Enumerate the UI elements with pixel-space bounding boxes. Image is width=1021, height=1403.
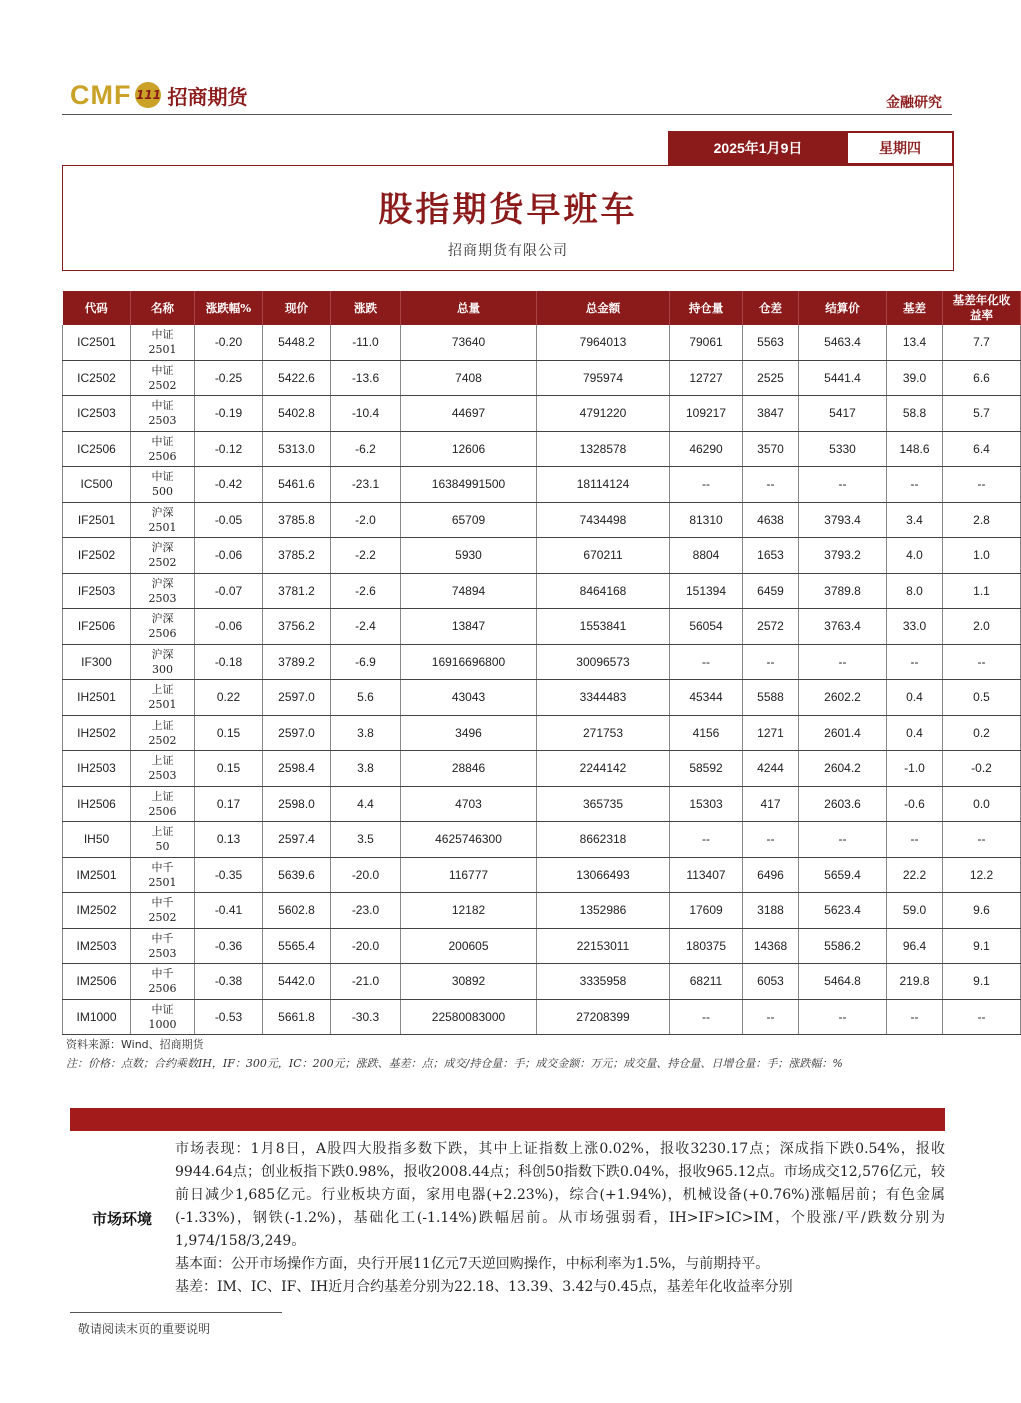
table-cell: 81310 [670, 502, 743, 538]
table-cell: -0.06 [195, 538, 263, 574]
table-cell: 8464168 [537, 573, 670, 609]
table-cell: 5441.4 [799, 360, 887, 396]
market-paragraph: 市场表现：1月8日，A股四大股指多数下跌，其中上证指数上涨0.02%，报收3230.17点；深成指下跌0.54%，报收9944.64点；创业板指下跌0.98%，报收2008.44点；科创50指数下跌0.04%，报收965.12点。市场成交12,576亿元，较前日减少1,685亿元。行业板块方面，家用电器(+2.23%)，综合(+1.94%)，机械设备(+0.76%)涨幅居前；有色金属(-1.33%)，钢铁(-1.2%)，基础化工(-1.14%)跌幅居前。从市场强弱看，IH>IF>IC>IM，个股涨/平/跌数分别为1,974/158/3,249。 [175, 1141, 945, 1249]
market-paragraph: 基本面：公开市场操作方面，央行开展11亿元7天逆回购操作，中标利率为1.5%，与前期持平。 [175, 1256, 770, 1272]
table-cell: -- [799, 644, 887, 680]
table-cell: 上证2501 [131, 680, 195, 716]
table-cell: IF2502 [63, 538, 131, 574]
market-paragraph: 基差：IM、IC、IF、IH近月合约基差分别为22.18、13.39、3.42与0.45点，基差年化收益率分别 [175, 1279, 793, 1295]
table-cell: -0.6 [887, 786, 943, 822]
table-cell: 6.6 [943, 360, 1021, 396]
table-cell: 3763.4 [799, 609, 887, 645]
table-cell: 2244142 [537, 751, 670, 787]
table-cell: IC2506 [63, 431, 131, 467]
table-cell: 5930 [401, 538, 537, 574]
table-cell: -0.06 [195, 609, 263, 645]
table-cell: IM2503 [63, 928, 131, 964]
table-note: 注：价格：点数；合约乘数IH，IF：300元，IC：200元；涨跌、基差：点；成交/持仓量：手；成交金额：万元；成交量、持仓量、日增仓量：手；涨跌幅：% [66, 1057, 843, 1070]
table-cell: IF300 [63, 644, 131, 680]
column-header: 涨跌幅% [195, 291, 263, 325]
table-cell: 22580083000 [401, 999, 537, 1035]
table-cell: 7434498 [537, 502, 670, 538]
table-cell: 5422.6 [263, 360, 331, 396]
table-cell: 30892 [401, 964, 537, 1000]
logo-mark-icon: 111 [135, 82, 161, 108]
table-cell: -- [943, 822, 1021, 858]
table-cell: -0.19 [195, 396, 263, 432]
table-cell: 7964013 [537, 325, 670, 360]
table-cell: 2598.0 [263, 786, 331, 822]
table-cell: 271753 [537, 715, 670, 751]
table-cell: 109217 [670, 396, 743, 432]
table-cell: 6459 [743, 573, 799, 609]
table-cell: 13066493 [537, 857, 670, 893]
data-source: 资料来源：Wind、招商期货 [66, 1038, 204, 1051]
table-row [63, 609, 1021, 645]
table-cell: 4625746300 [401, 822, 537, 858]
table-cell: 上证2502 [131, 715, 195, 751]
table-cell: 5565.4 [263, 928, 331, 964]
table-cell: 5602.8 [263, 893, 331, 929]
column-header: 仓差 [743, 291, 799, 325]
table-cell: 58.8 [887, 396, 943, 432]
title-box [62, 165, 954, 271]
table-cell: -- [887, 999, 943, 1035]
table-cell: 96.4 [887, 928, 943, 964]
table-cell: -- [670, 644, 743, 680]
table-cell: 0.4 [887, 715, 943, 751]
table-cell: 16916696800 [401, 644, 537, 680]
table-cell: -20.0 [331, 928, 401, 964]
table-cell: 3847 [743, 396, 799, 432]
table-cell: 0.2 [943, 715, 1021, 751]
table-cell: 5563 [743, 325, 799, 360]
table-cell: IC500 [63, 467, 131, 503]
table-cell: 33.0 [887, 609, 943, 645]
table-cell: 219.8 [887, 964, 943, 1000]
table-cell: 5330 [799, 431, 887, 467]
table-cell: 沪深2501 [131, 502, 195, 538]
table-cell: 4244 [743, 751, 799, 787]
table-cell: -0.2 [943, 751, 1021, 787]
table-cell: 0.13 [195, 822, 263, 858]
table-cell: 中千2506 [131, 964, 195, 1000]
table-row [63, 360, 1021, 396]
table-cell: -0.18 [195, 644, 263, 680]
table-cell: 0.4 [887, 680, 943, 716]
table-cell: 中证2503 [131, 396, 195, 432]
table-row [63, 431, 1021, 467]
table-row [63, 822, 1021, 858]
table-cell: 5313.0 [263, 431, 331, 467]
table-cell: 65709 [401, 502, 537, 538]
table-cell: 1352986 [537, 893, 670, 929]
table-cell: -0.07 [195, 573, 263, 609]
table-cell: 2602.2 [799, 680, 887, 716]
table-cell: IH2501 [63, 680, 131, 716]
table-cell: -- [943, 467, 1021, 503]
table-row [63, 893, 1021, 929]
section-label: 金融研究 [886, 95, 942, 111]
table-cell: IH2502 [63, 715, 131, 751]
table-cell: 13847 [401, 609, 537, 645]
table-row [63, 786, 1021, 822]
table-cell: 68211 [670, 964, 743, 1000]
table-cell: 2.0 [943, 609, 1021, 645]
column-header: 结算价 [799, 291, 887, 325]
logo-company-name: 招商期货 [167, 84, 248, 109]
table-cell: 17609 [670, 893, 743, 929]
table-cell: 3.8 [331, 751, 401, 787]
table-header-row [63, 291, 1021, 325]
table-cell: 中证2501 [131, 325, 195, 360]
table-cell: 15303 [670, 786, 743, 822]
table-row [63, 751, 1021, 787]
report-weekday: 星期四 [846, 133, 952, 163]
table-cell: 2598.4 [263, 751, 331, 787]
table-cell: 中证500 [131, 467, 195, 503]
footer-divider [70, 1312, 282, 1313]
table-cell: 中证1000 [131, 999, 195, 1035]
table-cell: 113407 [670, 857, 743, 893]
table-cell: 670211 [537, 538, 670, 574]
table-row [63, 325, 1021, 360]
table-cell: -- [887, 644, 943, 680]
table-cell: 3756.2 [263, 609, 331, 645]
table-cell: 上证50 [131, 822, 195, 858]
table-cell: 5402.8 [263, 396, 331, 432]
table-cell: 4703 [401, 786, 537, 822]
table-cell: -- [743, 467, 799, 503]
table-cell: 中千2502 [131, 893, 195, 929]
column-header: 基差年化收益率 [943, 291, 1021, 325]
table-row [63, 928, 1021, 964]
table-cell: 7.7 [943, 325, 1021, 360]
column-header: 基差 [887, 291, 943, 325]
table-cell: 2597.4 [263, 822, 331, 858]
table-cell: 12.2 [943, 857, 1021, 893]
table-cell: -0.42 [195, 467, 263, 503]
table-row [63, 999, 1021, 1035]
table-cell: -20.0 [331, 857, 401, 893]
table-cell: 79061 [670, 325, 743, 360]
table-cell: -0.35 [195, 857, 263, 893]
table-cell: -2.0 [331, 502, 401, 538]
table-cell: 12606 [401, 431, 537, 467]
section-divider-bar [70, 1108, 945, 1131]
market-section-label: 市场环境 [91, 1210, 152, 1228]
table-cell: 5442.0 [263, 964, 331, 1000]
table-cell: -- [799, 999, 887, 1035]
table-cell: 2597.0 [263, 715, 331, 751]
table-cell: 1.0 [943, 538, 1021, 574]
table-cell: IC2502 [63, 360, 131, 396]
table-cell: 0.22 [195, 680, 263, 716]
table-cell: 12182 [401, 893, 537, 929]
table-cell: 0.15 [195, 715, 263, 751]
table-cell: IM2502 [63, 893, 131, 929]
table-cell: 4156 [670, 715, 743, 751]
column-header: 代码 [63, 291, 131, 325]
table-cell: -2.2 [331, 538, 401, 574]
table-cell: 58592 [670, 751, 743, 787]
table-cell: -- [799, 822, 887, 858]
table-cell: -0.38 [195, 964, 263, 1000]
table-cell: -- [743, 644, 799, 680]
table-cell: 6.4 [943, 431, 1021, 467]
table-cell: 3781.2 [263, 573, 331, 609]
table-cell: 5461.6 [263, 467, 331, 503]
table-cell: 沪深2503 [131, 573, 195, 609]
table-cell: 沪深2502 [131, 538, 195, 574]
table-cell: 6496 [743, 857, 799, 893]
table-cell: 6053 [743, 964, 799, 1000]
table-cell: 5659.4 [799, 857, 887, 893]
table-cell: 3496 [401, 715, 537, 751]
table-row [63, 502, 1021, 538]
table-cell: 22.2 [887, 857, 943, 893]
table-cell: -- [670, 467, 743, 503]
table-cell: -- [743, 822, 799, 858]
table-cell: -0.20 [195, 325, 263, 360]
table-cell: 18114124 [537, 467, 670, 503]
column-header: 名称 [131, 291, 195, 325]
table-cell: 4638 [743, 502, 799, 538]
table-cell: 3344483 [537, 680, 670, 716]
table-cell: 13.4 [887, 325, 943, 360]
table-cell: -0.05 [195, 502, 263, 538]
table-cell: 1653 [743, 538, 799, 574]
table-cell: 59.0 [887, 893, 943, 929]
table-cell: 中千2503 [131, 928, 195, 964]
header-divider [62, 114, 952, 115]
table-cell: 2525 [743, 360, 799, 396]
table-cell: 5588 [743, 680, 799, 716]
table-cell: 30096573 [537, 644, 670, 680]
table-cell: 2597.0 [263, 680, 331, 716]
table-cell: 3.5 [331, 822, 401, 858]
table-cell: 4.4 [331, 786, 401, 822]
table-cell: 45344 [670, 680, 743, 716]
table-cell: 795974 [537, 360, 670, 396]
table-cell: 9.1 [943, 964, 1021, 1000]
table-cell: -23.1 [331, 467, 401, 503]
table-cell: 8.0 [887, 573, 943, 609]
table-cell: -- [887, 467, 943, 503]
table-cell: IC2503 [63, 396, 131, 432]
table-cell: 上证2506 [131, 786, 195, 822]
table-cell: 5.6 [331, 680, 401, 716]
table-cell: 12727 [670, 360, 743, 396]
report-date: 2025年1月9日 [670, 133, 846, 163]
table-cell: 116777 [401, 857, 537, 893]
table-cell: 9.1 [943, 928, 1021, 964]
table-cell: -- [743, 999, 799, 1035]
table-cell: 56054 [670, 609, 743, 645]
report-subtitle: 招商期货有限公司 [448, 243, 568, 259]
table-cell: -6.2 [331, 431, 401, 467]
table-cell: 中证2506 [131, 431, 195, 467]
table-row [63, 964, 1021, 1000]
table-cell: 3789.2 [263, 644, 331, 680]
column-header: 总金额 [537, 291, 670, 325]
table-cell: 沪深300 [131, 644, 195, 680]
table-cell: 2604.2 [799, 751, 887, 787]
table-cell: -11.0 [331, 325, 401, 360]
table-cell: 1553841 [537, 609, 670, 645]
table-cell: -0.53 [195, 999, 263, 1035]
table-cell: 0.15 [195, 751, 263, 787]
table-cell: 5586.2 [799, 928, 887, 964]
logo-cmf-text: CMF [70, 79, 132, 110]
table-cell: 73640 [401, 325, 537, 360]
table-cell: 3789.8 [799, 573, 887, 609]
table-cell: 27208399 [537, 999, 670, 1035]
table-cell: 1271 [743, 715, 799, 751]
table-cell: 2572 [743, 609, 799, 645]
table-cell: 2.8 [943, 502, 1021, 538]
table-cell: -0.41 [195, 893, 263, 929]
column-header: 持仓量 [670, 291, 743, 325]
table-cell: 3335958 [537, 964, 670, 1000]
table-row [63, 680, 1021, 716]
table-cell: 180375 [670, 928, 743, 964]
table-cell: 44697 [401, 396, 537, 432]
table-cell: 7408 [401, 360, 537, 396]
table-cell: 8804 [670, 538, 743, 574]
table-cell: 中千2501 [131, 857, 195, 893]
table-cell: 4.0 [887, 538, 943, 574]
table-row [63, 715, 1021, 751]
table-cell: -10.4 [331, 396, 401, 432]
table-cell: -30.3 [331, 999, 401, 1035]
table-row [63, 538, 1021, 574]
table-cell: 0.17 [195, 786, 263, 822]
table-cell: -- [799, 467, 887, 503]
table-cell: 365735 [537, 786, 670, 822]
table-cell: 4791220 [537, 396, 670, 432]
table-cell: 上证2503 [131, 751, 195, 787]
table-cell: 3.8 [331, 715, 401, 751]
footer-disclaimer: 敬请阅读末页的重要说明 [78, 1322, 211, 1336]
table-cell: 74894 [401, 573, 537, 609]
table-cell: 5661.8 [263, 999, 331, 1035]
table-cell: 5463.4 [799, 325, 887, 360]
table-cell: 1328578 [537, 431, 670, 467]
table-cell: -1.0 [887, 751, 943, 787]
table-row [63, 467, 1021, 503]
table-cell: IM2501 [63, 857, 131, 893]
table-cell: 1.1 [943, 573, 1021, 609]
table-cell: -0.36 [195, 928, 263, 964]
table-cell: -2.6 [331, 573, 401, 609]
table-cell: 22153011 [537, 928, 670, 964]
table-cell: 0.5 [943, 680, 1021, 716]
table-cell: 8662318 [537, 822, 670, 858]
table-cell: -0.12 [195, 431, 263, 467]
table-cell: IF2506 [63, 609, 131, 645]
table-cell: 中证2502 [131, 360, 195, 396]
table-cell: 2603.6 [799, 786, 887, 822]
table-cell: IM2506 [63, 964, 131, 1000]
futures-quote-table [62, 291, 1021, 1035]
table-cell: IH2503 [63, 751, 131, 787]
table-cell: IC2501 [63, 325, 131, 360]
table-cell: 46290 [670, 431, 743, 467]
table-cell: 5448.2 [263, 325, 331, 360]
column-header: 涨跌 [331, 291, 401, 325]
market-commentary [175, 1138, 945, 1299]
table-cell: 0.0 [943, 786, 1021, 822]
table-cell: 28846 [401, 751, 537, 787]
date-banner [668, 131, 954, 165]
company-logo [70, 80, 247, 110]
table-cell: -- [887, 822, 943, 858]
table-cell: 3785.8 [263, 502, 331, 538]
table-row [63, 396, 1021, 432]
table-cell: 3793.2 [799, 538, 887, 574]
table-cell: 5639.6 [263, 857, 331, 893]
table-cell: -21.0 [331, 964, 401, 1000]
table-cell: IF2501 [63, 502, 131, 538]
table-cell: -2.4 [331, 609, 401, 645]
table-cell: 151394 [670, 573, 743, 609]
table-cell: IH2506 [63, 786, 131, 822]
table-cell: 43043 [401, 680, 537, 716]
table-cell: 16384991500 [401, 467, 537, 503]
table-cell: 3.4 [887, 502, 943, 538]
table-cell: IF2503 [63, 573, 131, 609]
table-row [63, 857, 1021, 893]
report-title: 股指期货早班车 [378, 190, 638, 230]
table-cell: 3188 [743, 893, 799, 929]
table-row [63, 573, 1021, 609]
table-cell: 沪深2506 [131, 609, 195, 645]
table-cell: 5417 [799, 396, 887, 432]
table-cell: 3793.4 [799, 502, 887, 538]
table-cell: 200605 [401, 928, 537, 964]
table-cell: 3570 [743, 431, 799, 467]
table-cell: IM1000 [63, 999, 131, 1035]
column-header: 总量 [401, 291, 537, 325]
table-cell: 39.0 [887, 360, 943, 396]
table-cell: -23.0 [331, 893, 401, 929]
table-cell: -- [943, 999, 1021, 1035]
table-cell: 3785.2 [263, 538, 331, 574]
table-cell: -- [670, 999, 743, 1035]
table-cell: 417 [743, 786, 799, 822]
table-cell: IH50 [63, 822, 131, 858]
table-cell: 5464.8 [799, 964, 887, 1000]
table-cell: 2601.4 [799, 715, 887, 751]
table-cell: -- [670, 822, 743, 858]
table-cell: -13.6 [331, 360, 401, 396]
table-row [63, 644, 1021, 680]
table-cell: 9.6 [943, 893, 1021, 929]
table-cell: 14368 [743, 928, 799, 964]
table-cell: -0.25 [195, 360, 263, 396]
table-cell: 5623.4 [799, 893, 887, 929]
table-cell: 5.7 [943, 396, 1021, 432]
table-cell: 148.6 [887, 431, 943, 467]
table-cell: -6.9 [331, 644, 401, 680]
column-header: 现价 [263, 291, 331, 325]
table-cell: -- [943, 644, 1021, 680]
